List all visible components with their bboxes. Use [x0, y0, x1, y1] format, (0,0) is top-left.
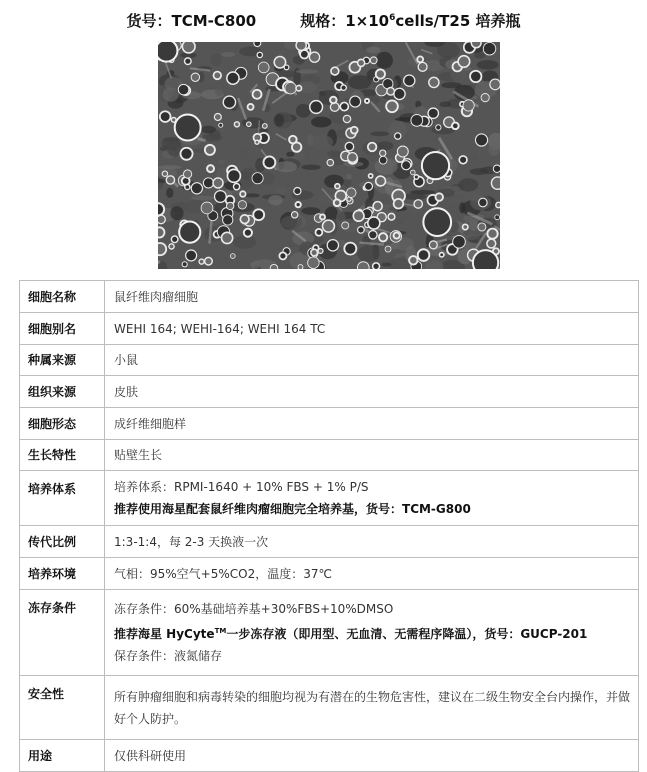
- row-label: 组织来源: [20, 376, 105, 408]
- row-value: 所有肿瘤细胞和病毒转染的细胞均视为有潜在的生物危害性，建议在二级生物安全台内操作，并做好个人防护。: [105, 676, 639, 740]
- recommended-freezing-text: 推荐海星 HyCyte™一步冻存液（即用型、无血清、无需程序降温），货号：GUCP-201: [114, 620, 630, 645]
- row-label: 种属来源: [20, 345, 105, 376]
- table-row: [20, 440, 639, 471]
- row-value: [105, 590, 639, 676]
- row-label: 细胞形态: [20, 408, 105, 440]
- cell-micrograph: [158, 42, 500, 269]
- table-row: [20, 345, 639, 376]
- table-row: [20, 590, 639, 676]
- row-value: 仅供科研使用: [105, 740, 639, 772]
- row-value: 成纤维细胞样: [105, 408, 639, 440]
- table-row: [20, 471, 639, 526]
- table-row: [20, 526, 639, 558]
- row-label: 生长特性: [20, 440, 105, 471]
- table-row: [20, 376, 639, 408]
- table-row: [20, 558, 639, 590]
- row-value: [105, 471, 639, 526]
- row-value: 贴壁生长: [105, 440, 639, 471]
- row-label: 细胞名称: [20, 281, 105, 313]
- row-value: 1:3-1:4，每 2-3 天换液一次: [105, 526, 639, 558]
- recommended-medium-text: 推荐使用海星配套鼠纤维肉瘤细胞完全培养基，货号：TCM-G800: [114, 498, 630, 520]
- row-label: 培养环境: [20, 558, 105, 590]
- table-row: [20, 313, 639, 345]
- row-label: 培养体系: [20, 471, 105, 526]
- table-row: [20, 281, 639, 313]
- row-value: 小鼠: [105, 345, 639, 376]
- row-value: 鼠纤维肉瘤细胞: [105, 281, 639, 313]
- specification: 规格：$1\times 10^6cells/T25$ 培养瓶: [300, 12, 520, 30]
- row-label: 用途: [20, 740, 105, 772]
- row-value: 气相：95%空气+5%CO2，温度：37℃: [105, 558, 639, 590]
- catalog-number: 货号：TCM-C800: [127, 12, 257, 30]
- storage-condition-text: 保存条件：液氮储存: [114, 645, 630, 667]
- product-header: [0, 10, 647, 34]
- row-label: 安全性: [20, 676, 105, 740]
- cell-info-table: [19, 280, 639, 772]
- row-label: 细胞别名: [20, 313, 105, 345]
- row-label: 传代比例: [20, 526, 105, 558]
- table-row: [20, 740, 639, 772]
- row-label: 冻存条件: [20, 590, 105, 676]
- culture-system-text: 培养体系：RPMI-1640 + 10% FBS + 1% P/S: [114, 476, 630, 498]
- freezing-medium-text: 冻存条件：60%基础培养基+30%FBS+10%DMSO: [114, 598, 630, 620]
- row-value: WEHI 164; WEHI-164; WEHI 164 TC: [105, 313, 639, 345]
- table-row: [20, 408, 639, 440]
- micrograph-image: [158, 42, 500, 269]
- table-row: [20, 676, 639, 740]
- row-value: 皮肤: [105, 376, 639, 408]
